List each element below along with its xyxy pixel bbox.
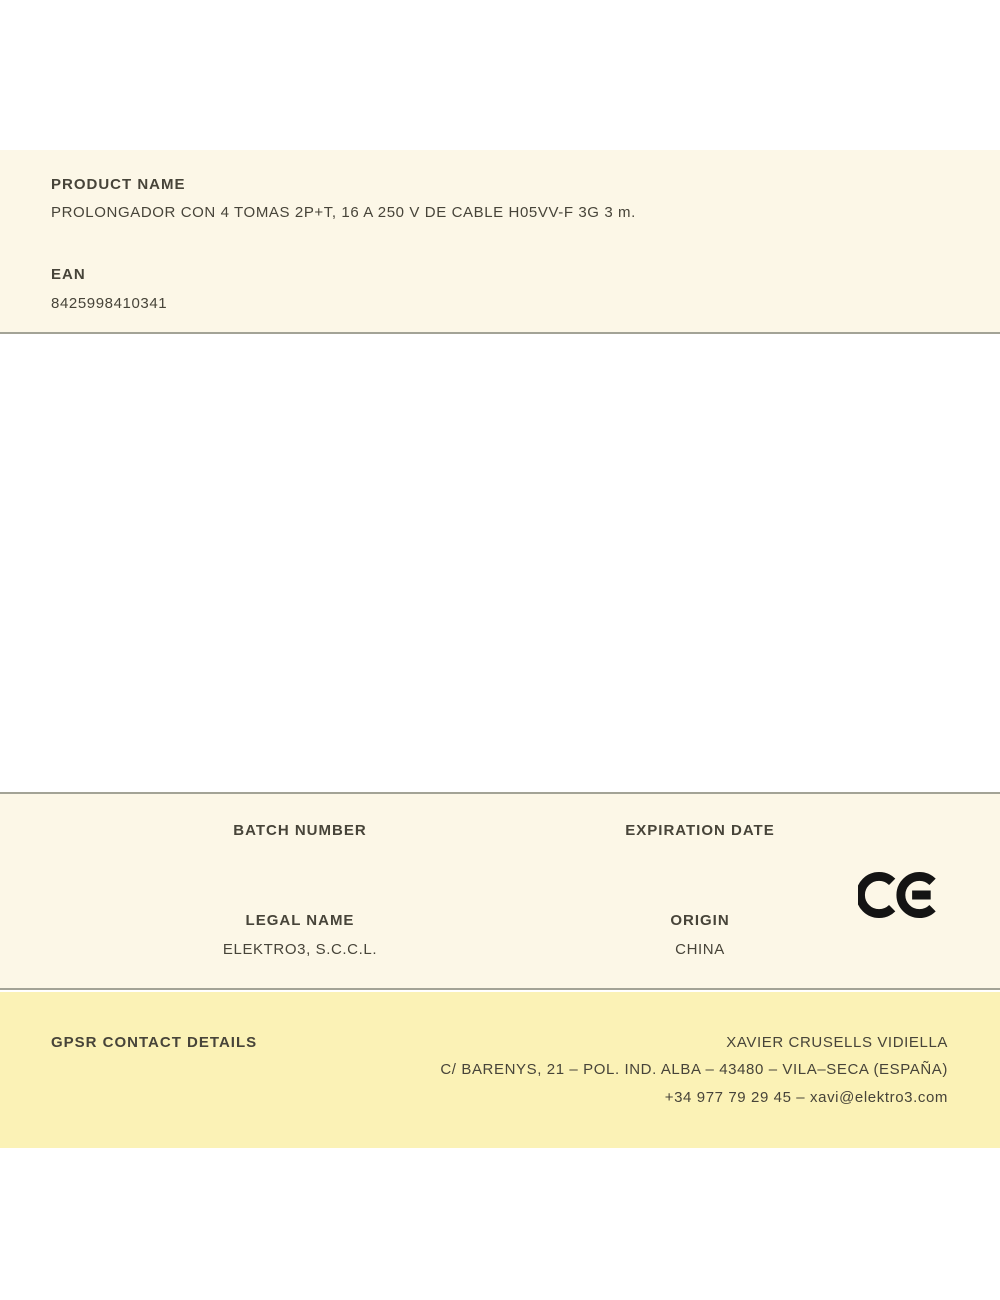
expiration-date-label: EXPIRATION DATE xyxy=(625,822,775,839)
ean-label: EAN xyxy=(51,266,86,283)
product-name-label: PRODUCT NAME xyxy=(51,176,186,193)
batch-number-label: BATCH NUMBER xyxy=(233,822,367,839)
ce-mark-icon xyxy=(858,864,942,926)
product-info-section xyxy=(0,150,1000,334)
product-name-value: PROLONGADOR CON 4 TOMAS 2P+T, 16 A 250 V DE CABLE H05VV-F 3G 3 m. xyxy=(51,204,636,221)
origin-label: ORIGIN xyxy=(670,912,730,929)
ean-value: 8425998410341 xyxy=(51,295,168,312)
gpsr-contact-label: GPSR CONTACT DETAILS xyxy=(51,1034,258,1051)
contact-phone-email: +34 977 79 29 45 – xavi@elektro3.com xyxy=(664,1089,948,1106)
batch-info-section xyxy=(0,792,1000,990)
contact-address: C/ BARENYS, 21 – POL. IND. ALBA – 43480 – VILA–SECA (ESPAÑA) xyxy=(440,1061,948,1078)
contact-person-name: XAVIER CRUSELLS VIDIELLA xyxy=(726,1034,948,1051)
legal-name-value: ELEKTRO3, S.C.C.L. xyxy=(222,941,378,958)
origin-value: CHINA xyxy=(675,941,725,958)
legal-name-label: LEGAL NAME xyxy=(245,912,355,929)
gpsr-contact-section xyxy=(0,992,1000,1148)
